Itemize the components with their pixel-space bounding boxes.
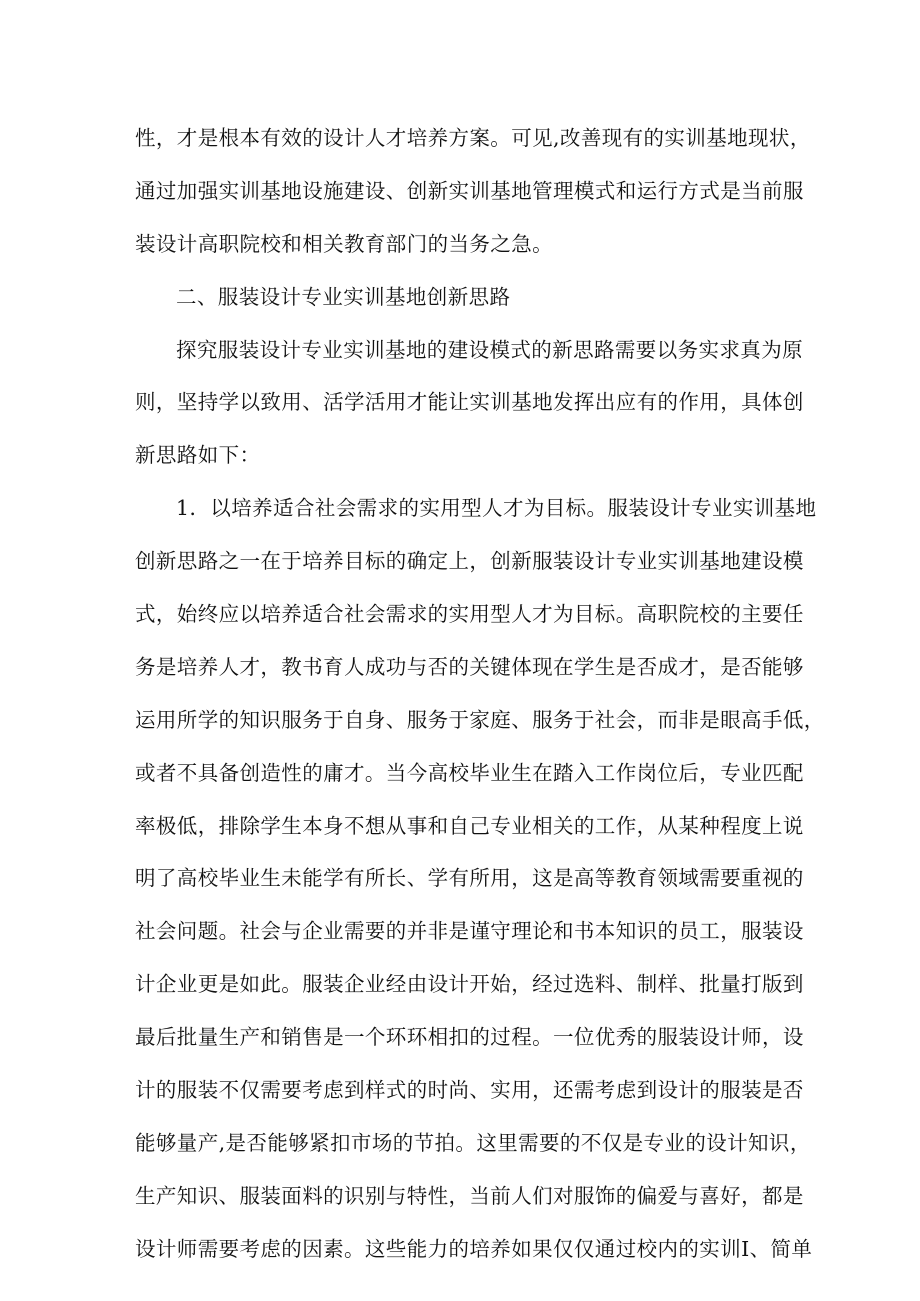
paragraph-line: 生产知识、服装面料的识别与特性，当前人们对服饰的偏爱与喜好，都是 xyxy=(135,1183,804,1208)
paragraph-line: 式，始终应以培养适合社会需求的实用型人才为目标。高职院校的主要任 xyxy=(135,602,804,627)
paragraph-line: 计企业更是如此。服装企业经由设计开始，经过选料、制样、批量打版到 xyxy=(135,972,804,997)
paragraph-line: 计的服装不仅需要考虑到样式的时尚、实用，还需考虑到设计的服装是否 xyxy=(135,1078,804,1103)
paragraph-line: 最后批量生产和销售是一个环环相扣的过程。一位优秀的服装设计师，设 xyxy=(135,1025,804,1050)
body-text xyxy=(135,112,825,1276)
paragraph-line: 务是培养人才，教书育人成功与否的关键体现在学生是否成才，是否能够 xyxy=(135,654,804,679)
paragraph-line: 新思路如下： xyxy=(135,443,261,468)
paragraph-line: 探究服装设计专业实训基地的建设模式的新思路需要以务实求真为原 xyxy=(176,337,803,362)
paragraph-line: 性，才是根本有效的设计人才培养方案。可见,改善现有的实训基地现状， xyxy=(135,126,811,150)
paragraph-line: 或者不具备创造性的庸才。当今高校毕业生在踏入工作岗位后，专业匹配 xyxy=(135,760,804,785)
paragraph-line: 设计师需要考虑的因素。这些能力的培养如果仅仅通过校内的实训I、简单 xyxy=(135,1236,813,1261)
section-heading: 二、服装设计专业实训基地创新思路 xyxy=(176,284,511,309)
paragraph-line: 装设计高职院校和相关教育部门的当务之急。 xyxy=(135,231,553,256)
paragraph-line: 则，坚持学以致用、活学活用才能让实训基地发挥出应有的作用，具体创 xyxy=(135,390,804,415)
paragraph-line: 通过加强实训基地设施建设、创新实训基地管理模式和运行方式是当前服 xyxy=(135,178,804,203)
paragraph-line: 创新思路之一在于培养目标的确定上，创新服装设计专业实训基地建设模 xyxy=(135,549,804,574)
paragraph-line: 率极低，排除学生本身不想从事和自己专业相关的工作，从某种程度上说 xyxy=(135,813,804,838)
paragraph-line: 运用所学的知识服务于自身、服务于家庭、服务于社会，而非是眼高手低， xyxy=(135,707,825,732)
paragraph-line: 能够量产,是否能够紧扣市场的节拍。这里需要的不仅是专业的设计知识， xyxy=(135,1130,811,1155)
paragraph-line: 明了高校毕业生未能学有所长、学有所用，这是高等教育领域需要重视的 xyxy=(135,866,804,891)
paragraph-line: 1．以培养适合社会需求的实用型人才为目标。服装设计专业实训基地 xyxy=(176,496,817,521)
paragraph-line: 社会问题。社会与企业需要的并非是谨守理论和书本知识的员工，服装设 xyxy=(135,919,804,944)
